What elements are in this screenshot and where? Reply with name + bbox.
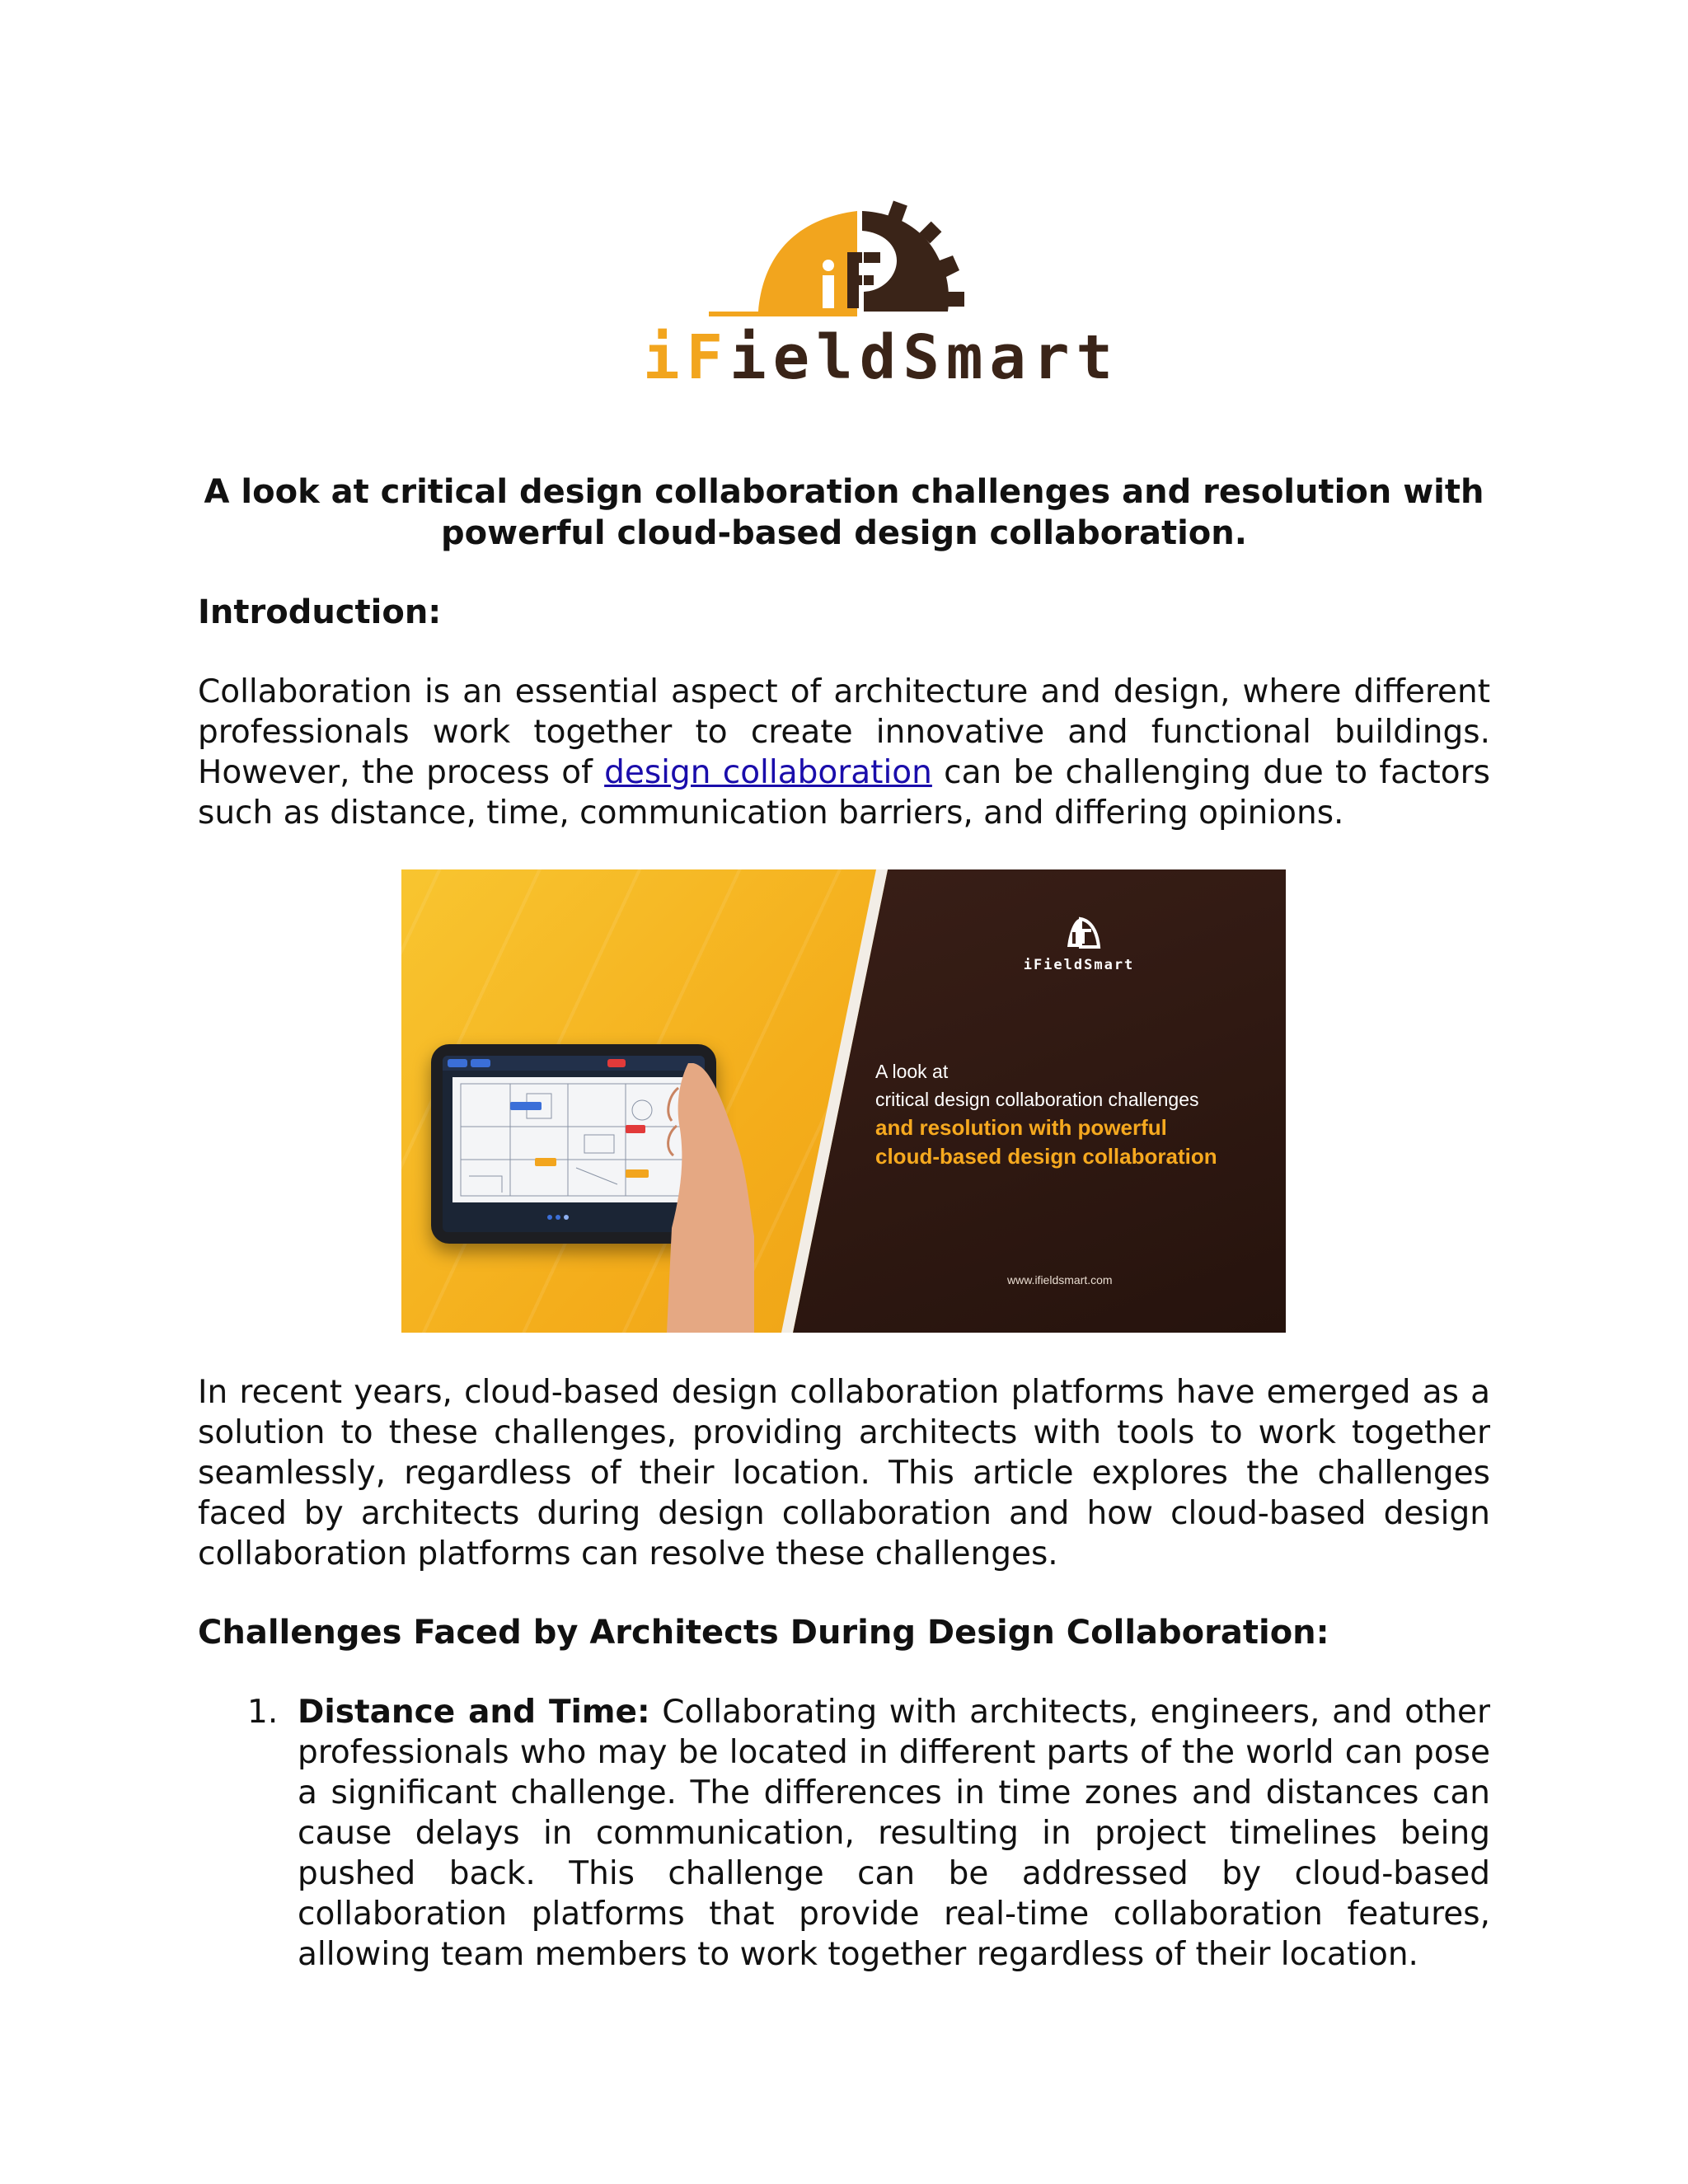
banner-line-3: and resolution with powerful [875, 1115, 1167, 1140]
app-record-pill [607, 1059, 626, 1067]
banner-website-url: www.ifieldsmart.com [1007, 1273, 1113, 1286]
article-banner-image [401, 869, 1286, 1333]
intro-text-after: can be challenging due to factors such as distance, time, communication barriers, and differing opinions. [198, 754, 1490, 832]
floor-plan-drawing [452, 1077, 695, 1202]
banner-logo [1021, 912, 1137, 973]
hand-icon [663, 1063, 754, 1333]
challenges-heading: Challenges Faced by Architects During Design Collaboration: [198, 1614, 1329, 1652]
list-item-title: Distance and Time: [298, 1694, 650, 1731]
banner-line-1: A look at [875, 1061, 949, 1082]
brand-wordmark [643, 322, 1120, 393]
brand-rest: ieldSmart [729, 322, 1120, 393]
banner-line-4: cloud-based design collaboration [875, 1144, 1217, 1169]
intro-paragraph [198, 672, 1490, 833]
list-item [298, 1692, 1490, 1975]
floor-plan [452, 1077, 695, 1202]
banner-line-2: critical design collaboration challenges [875, 1089, 1199, 1110]
list-item-text: Collaborating with architects, engineers, and other professionals who may be located in different parts of the world can pose a significant challenge. The differences in time zones and distances can cause delays in communication, resulting in project timelines being pushed back. This challenge can be addressed by cloud-based collaboration platforms that provide real-time collaboration features, allowing team members to work together regardless of their location. [298, 1694, 1490, 1973]
document-title: A look at critical design collaboration challenges and resolution with powerful cloud-based design collaboration. [204, 473, 1484, 552]
design-collaboration-link[interactable]: design collaboration [604, 754, 932, 791]
app-tab-pill [448, 1059, 467, 1067]
intro-text-before: Collaboration is an essential aspect of architecture and design, where different professionals work together to create innovative and functional buildings. However, the process of [198, 673, 1490, 791]
banner-headline [875, 1057, 1271, 1171]
intro-heading: Introduction: [198, 593, 442, 631]
banner-logo-word: iFieldSmart [1023, 957, 1135, 973]
banner-hard-hat-icon [1054, 912, 1104, 950]
company-logo [643, 194, 1120, 393]
list-item-number: 1. [247, 1694, 279, 1731]
recent-years-paragraph: In recent years, cloud-based design collaboration platforms have emerged as a solution to these challenges, providing architects with tools to work together seamlessly, regardless of their location. This article explores the challenges faced by architects during design collaboration and how cloud-based design collaboration platforms can resolve these challenges. [198, 1374, 1490, 1572]
brand-prefix: iF [643, 322, 730, 393]
app-tab-pill [471, 1059, 490, 1067]
hard-hat-gear-icon [701, 194, 989, 318]
